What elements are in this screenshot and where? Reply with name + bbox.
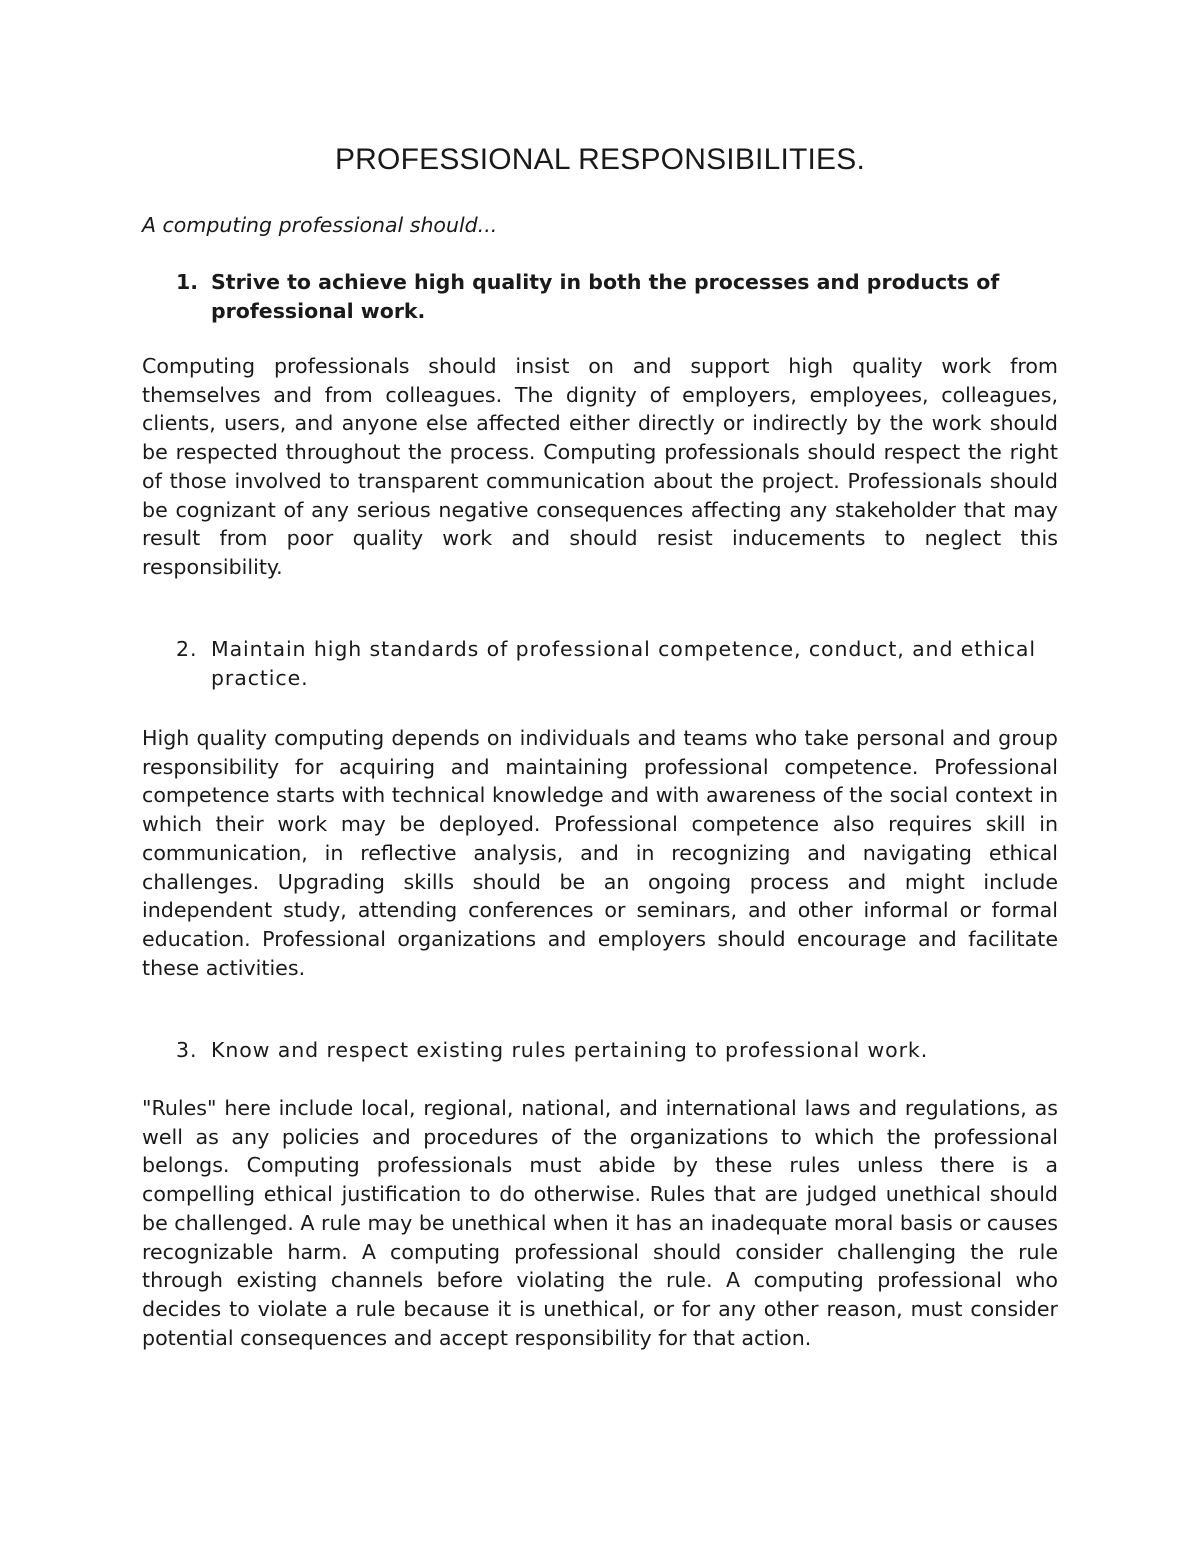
section-1-body: Computing professionals should insist on and support high quality work from themselves and from colleagues. The dignity of employers, employees, colleagues, clients, users, and anyone else affected either directly or indirectly by the work should be respected throughout the process. Computing professionals should respect the right of those involved to transparent communication about the project. Professionals should be cognizant of any serious negative consequences affecting any stakeholder that may result from poor quality work and should resist inducements to neglect this responsibility. xyxy=(142,354,1058,579)
section-1-number: 1. xyxy=(176,270,199,294)
section-2-heading xyxy=(176,635,1036,693)
section-1-heading-text: Strive to achieve high quality in both the processes and products of professional work. xyxy=(211,270,1000,323)
section-3-heading-text: Know and respect existing rules pertaining to professional work. xyxy=(211,1038,929,1062)
section-2-body: High quality computing depends on individuals and teams who take personal and group responsibility for acquiring and maintaining professional competence. Professional competence starts with technical knowledge and with awareness of the social context in which their work may be deployed. Professional competence also requires skill in communication, in reflective analysis, and in recognizing and navigating ethical challenges. Upgrading skills should be an ongoing process and might include independent study, attending conferences or seminars, and other informal or formal education. Professional organizations and employers should encourage and facilitate these activities. xyxy=(142,726,1058,980)
page-title: PROFESSIONAL RESPONSIBILITIES. xyxy=(334,143,866,176)
section-3-number: 3. xyxy=(176,1038,198,1062)
section-1-heading xyxy=(176,268,1036,326)
intro-text: A computing professional should... xyxy=(142,213,498,237)
section-2-number: 2. xyxy=(176,637,198,661)
section-3-heading xyxy=(176,1036,1036,1065)
section-2-heading-text: Maintain high standards of professional competence, conduct, and ethical practice. xyxy=(211,637,1036,690)
section-3-body: "Rules" here include local, regional, national, and international laws and regulations, as well as any policies and procedures of the organizations to which the professional belongs. Computing professionals must abide by these rules unless there is a compelling ethical justification to do otherwise. Rules that are judged unethical should be challenged. A rule may be unethical when it has an inadequate moral basis or causes recognizable harm. A computing professional should consider challenging the rule through existing channels before violating the rule. A computing professional who decides to violate a rule because it is unethical, or for any other reason, must consider potential consequences and accept responsibility for that action. xyxy=(142,1096,1058,1350)
